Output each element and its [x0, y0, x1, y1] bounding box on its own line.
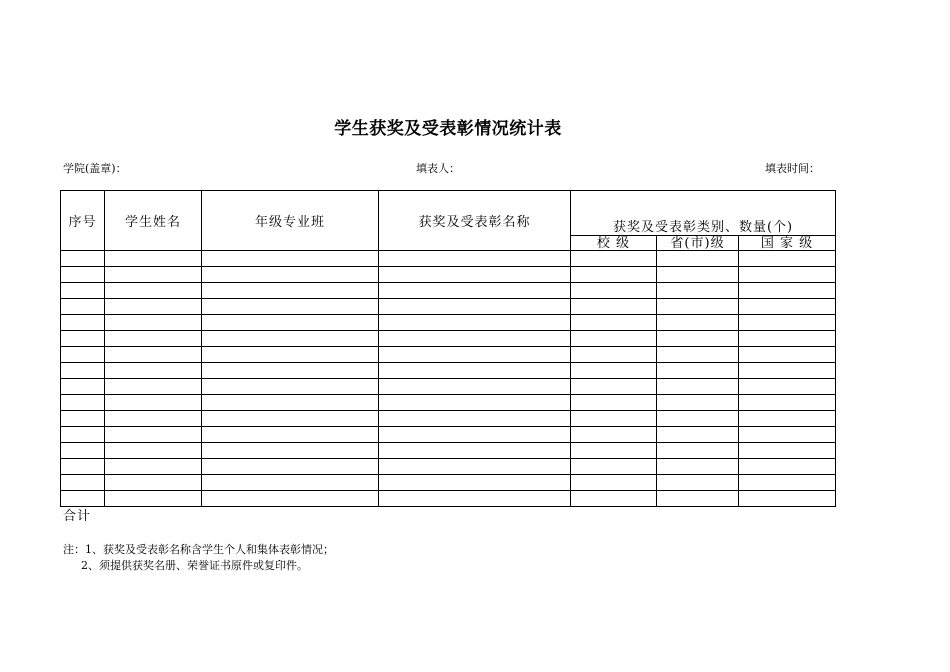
table-cell[interactable]	[202, 283, 379, 299]
table-cell[interactable]	[739, 315, 836, 331]
table-cell[interactable]	[739, 331, 836, 347]
table-cell[interactable]	[61, 395, 105, 411]
header-school-level: 校 级	[571, 236, 657, 251]
table-cell[interactable]	[202, 475, 379, 491]
table-row	[61, 411, 836, 427]
table-cell[interactable]	[202, 411, 379, 427]
table-cell[interactable]	[379, 491, 571, 507]
table-row	[61, 395, 836, 411]
table-cell[interactable]	[739, 459, 836, 475]
table-cell[interactable]	[105, 347, 202, 363]
table-cell[interactable]	[571, 459, 657, 475]
table-cell[interactable]	[739, 443, 836, 459]
table-cell[interactable]	[379, 427, 571, 443]
table-cell[interactable]	[657, 331, 739, 347]
table-cell[interactable]	[61, 283, 105, 299]
fill-time-label: 填表时间：	[765, 162, 820, 175]
table-cell[interactable]	[61, 411, 105, 427]
table-row	[61, 267, 836, 283]
note-line-1: 注：1、获奖及受表彰名称含学生个人和集体表彰情况；	[63, 543, 334, 556]
table-cell[interactable]	[202, 395, 379, 411]
table-cell[interactable]	[105, 315, 202, 331]
table-cell[interactable]	[739, 363, 836, 379]
table-cell[interactable]	[61, 427, 105, 443]
table-cell[interactable]	[571, 299, 657, 315]
table-cell[interactable]	[657, 475, 739, 491]
table-cell[interactable]	[61, 363, 105, 379]
table-cell[interactable]	[105, 491, 202, 507]
table-cell[interactable]	[202, 299, 379, 315]
table-cell[interactable]	[657, 299, 739, 315]
table-cell[interactable]	[202, 267, 379, 283]
table-cell[interactable]	[61, 379, 105, 395]
table-row	[61, 251, 836, 267]
table-cell[interactable]	[379, 299, 571, 315]
header-award-category-group: 获奖及受表彰类别、数量(个)	[571, 191, 836, 236]
table-cell[interactable]	[379, 315, 571, 331]
header-award-name: 获奖及受表彰名称	[379, 191, 571, 251]
table-cell[interactable]	[657, 315, 739, 331]
table-cell[interactable]	[571, 347, 657, 363]
table-cell[interactable]	[105, 331, 202, 347]
table-cell[interactable]	[379, 283, 571, 299]
table-cell[interactable]	[657, 491, 739, 507]
form-title: 学生获奖及受表彰情况统计表	[334, 119, 562, 139]
table-cell[interactable]	[61, 475, 105, 491]
table-cell[interactable]	[61, 267, 105, 283]
table-cell[interactable]	[571, 331, 657, 347]
table-row	[61, 363, 836, 379]
table-cell[interactable]	[105, 363, 202, 379]
table-cell[interactable]	[105, 427, 202, 443]
table-cell[interactable]	[61, 443, 105, 459]
table-cell[interactable]	[739, 379, 836, 395]
table-cell[interactable]	[379, 443, 571, 459]
table-cell[interactable]	[571, 251, 657, 267]
table-cell[interactable]	[571, 475, 657, 491]
table-cell[interactable]	[105, 395, 202, 411]
table-cell[interactable]	[571, 379, 657, 395]
filler-label: 填表人：	[416, 162, 460, 175]
table-body	[61, 251, 836, 507]
table-cell[interactable]	[739, 491, 836, 507]
note-line-2: 2、须提供获奖名册、荣誉证书原件或复印件。	[81, 559, 308, 572]
table-cell[interactable]	[657, 363, 739, 379]
table-cell[interactable]	[739, 395, 836, 411]
table-cell[interactable]	[571, 491, 657, 507]
table-cell[interactable]	[739, 411, 836, 427]
table-cell[interactable]	[657, 283, 739, 299]
table-row	[61, 379, 836, 395]
table-row	[61, 299, 836, 315]
table-cell[interactable]	[105, 475, 202, 491]
table-cell[interactable]	[571, 411, 657, 427]
table-cell[interactable]	[105, 379, 202, 395]
table-cell[interactable]	[657, 411, 739, 427]
table-cell[interactable]	[61, 459, 105, 475]
award-statistics-table	[60, 190, 836, 507]
table-cell[interactable]	[202, 331, 379, 347]
table-cell[interactable]	[105, 283, 202, 299]
table-cell[interactable]	[571, 363, 657, 379]
table-cell[interactable]	[105, 459, 202, 475]
table-cell[interactable]	[61, 251, 105, 267]
table-cell[interactable]	[657, 443, 739, 459]
table-cell[interactable]	[739, 267, 836, 283]
table-cell[interactable]	[61, 315, 105, 331]
table-cell[interactable]	[739, 299, 836, 315]
table-cell[interactable]	[202, 427, 379, 443]
table-cell[interactable]	[379, 363, 571, 379]
header-national-level: 国 家 级	[739, 236, 836, 251]
table-cell[interactable]	[739, 427, 836, 443]
header-seq: 序号	[61, 191, 105, 251]
header-province-level: 省(市)级	[657, 236, 739, 251]
table-row	[61, 427, 836, 443]
table-cell[interactable]	[202, 379, 379, 395]
table-cell[interactable]	[657, 251, 739, 267]
table-cell[interactable]	[379, 347, 571, 363]
table-cell[interactable]	[571, 283, 657, 299]
table-cell[interactable]	[379, 331, 571, 347]
table-cell[interactable]	[571, 427, 657, 443]
table-row	[61, 283, 836, 299]
table-cell[interactable]	[202, 315, 379, 331]
table-cell[interactable]	[379, 459, 571, 475]
table-row	[61, 475, 836, 491]
table-row	[61, 459, 836, 475]
table-cell[interactable]	[379, 411, 571, 427]
table-cell[interactable]	[202, 491, 379, 507]
table-cell[interactable]	[571, 315, 657, 331]
table-cell[interactable]	[657, 347, 739, 363]
table-cell[interactable]	[105, 443, 202, 459]
table-cell[interactable]	[61, 347, 105, 363]
table-row	[61, 491, 836, 507]
table-cell[interactable]	[105, 251, 202, 267]
table-cell[interactable]	[379, 475, 571, 491]
total-label: 合计	[63, 509, 92, 524]
table-cell[interactable]	[571, 395, 657, 411]
table-row	[61, 443, 836, 459]
table-cell[interactable]	[379, 379, 571, 395]
table-cell[interactable]	[105, 267, 202, 283]
header-grade-major-class: 年级专业班	[202, 191, 379, 251]
table-cell[interactable]	[739, 347, 836, 363]
table-row	[61, 315, 836, 331]
table-cell[interactable]	[657, 379, 739, 395]
table-cell[interactable]	[202, 251, 379, 267]
table-cell[interactable]	[202, 459, 379, 475]
table-cell[interactable]	[657, 427, 739, 443]
table-cell[interactable]	[571, 267, 657, 283]
table-cell[interactable]	[202, 347, 379, 363]
table-cell[interactable]	[657, 459, 739, 475]
table-cell[interactable]	[379, 267, 571, 283]
table-cell[interactable]	[379, 395, 571, 411]
table-cell[interactable]	[739, 475, 836, 491]
table-cell[interactable]	[657, 395, 739, 411]
table-cell[interactable]	[739, 251, 836, 267]
table-row	[61, 331, 836, 347]
table-cell[interactable]	[61, 331, 105, 347]
table-row	[61, 347, 836, 363]
table-cell[interactable]	[739, 283, 836, 299]
table-cell[interactable]	[379, 251, 571, 267]
table-cell[interactable]	[202, 363, 379, 379]
table-cell[interactable]	[61, 299, 105, 315]
table-cell[interactable]	[571, 443, 657, 459]
college-stamp-label: 学院(盖章)：	[63, 162, 127, 175]
table-cell[interactable]	[105, 299, 202, 315]
table-cell[interactable]	[105, 411, 202, 427]
table-cell[interactable]	[657, 267, 739, 283]
table-cell[interactable]	[202, 443, 379, 459]
header-student-name: 学生姓名	[105, 191, 202, 251]
